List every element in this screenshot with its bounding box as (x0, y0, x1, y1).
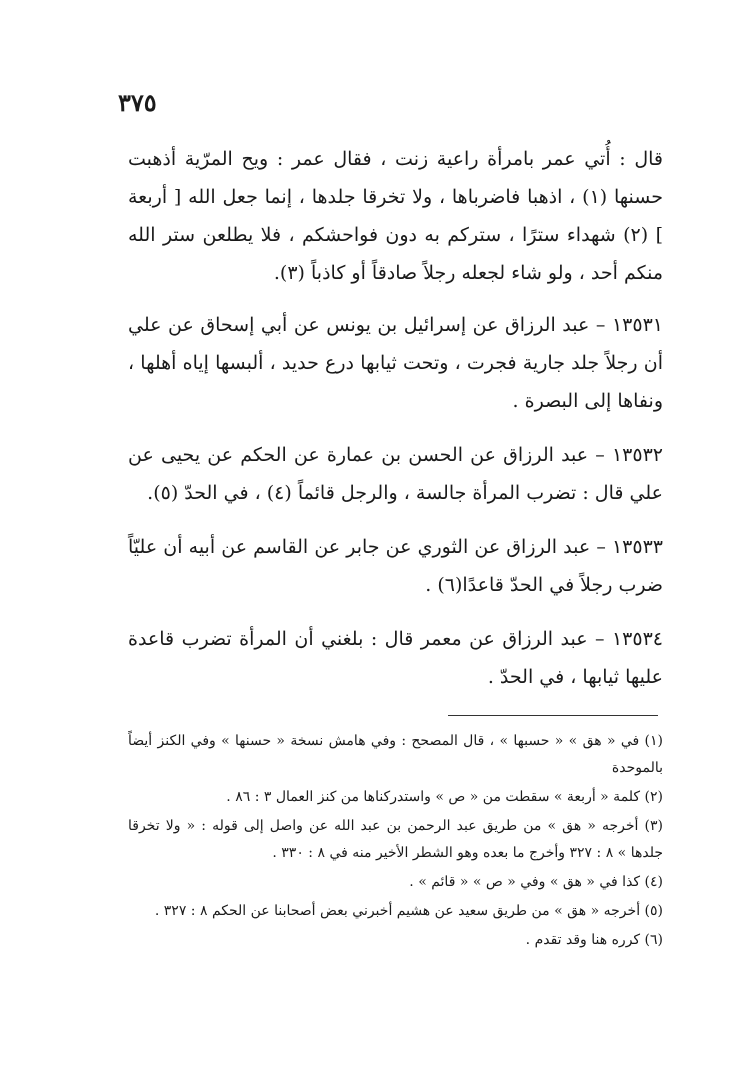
hadith-13531: ١٣٥٣١ – عبد الرزاق عن إسرائيل بن يونس عن أبي إسحاق عن علي أن رجلاً جلد جارية فجرت ، وتحت ثيابها درع حديد ، ألبسها إياه أهلها ، ونفاها إلى البصرة . (128, 314, 663, 412)
hadith-13532: ١٣٥٣٢ – عبد الرزاق عن الحسن بن عمارة عن الحكم عن يحيى عن علي قال : تضرب المرأة جالسة ، والرجل قائماً (٤) ، في الحدّ (٥). (128, 444, 663, 504)
footnote-5: (٥) أخرجه « هق » من طريق سعيد عن هشيم أخبرني بعض أصحابنا عن الحكم ٨ : ٣٢٧ . (154, 903, 663, 919)
footnote-1: (١) في « هق » « حسبها » ، قال المصحح : وفي هامش نسخة « حسنها » وفي الكنز أيضاً بالموحدة (128, 733, 663, 776)
hadith-13534: ١٣٥٣٤ – عبد الرزاق عن معمر قال : بلغني أن المرأة تضرب قاعدة عليها ثيابها ، في الحدّ . (128, 628, 663, 688)
page-number: ٣٧٥ (118, 88, 157, 117)
narration-continuation: قال : أُتي عمر بامرأة راعية زنت ، فقال عمر : ويح المرّية أذهبت حسنها (١) ، اذهبا فاضرباها ، ولا تخرقا جلدها ، إنما جعل الله [ أربعة ] (٢) شهداء سترًا ، ستركم به دون فواحشكم ، فلا يطلعن ستر الله منكم أحد ، ولو شاء لجعله رجلاً صادقاً أو كاذباً (٣). (128, 148, 663, 284)
footnote-divider (448, 715, 658, 716)
footnote-6: (٦) كرره هنا وقد تقدم . (525, 932, 663, 948)
footnotes (128, 728, 663, 956)
footnote-4: (٤) كذا في « هق » وفي « ص » « قائم » . (409, 874, 663, 890)
hadith-13533: ١٣٥٣٣ – عبد الرزاق عن الثوري عن جابر عن القاسم عن أبيه أن عليّاً ضرب رجلاً في الحدّ قاعدًا(٦) . (128, 536, 663, 596)
main-text (128, 140, 663, 712)
footnote-3: (٣) أخرجه « هق » من طريق عبد الرحمن بن عبد الله عن واصل إلى قوله : « ولا تخرقا جلدها » ٨ : ٣٢٧ وأخرج ما بعده وهو الشطر الأخير منه في ٨ : ٣٣٠ . (128, 818, 663, 861)
footnote-2: (٢) كلمة « أربعة » سقطت من « ص » واستدركناها من كنز العمال ٣ : ٨٦ . (226, 789, 663, 805)
